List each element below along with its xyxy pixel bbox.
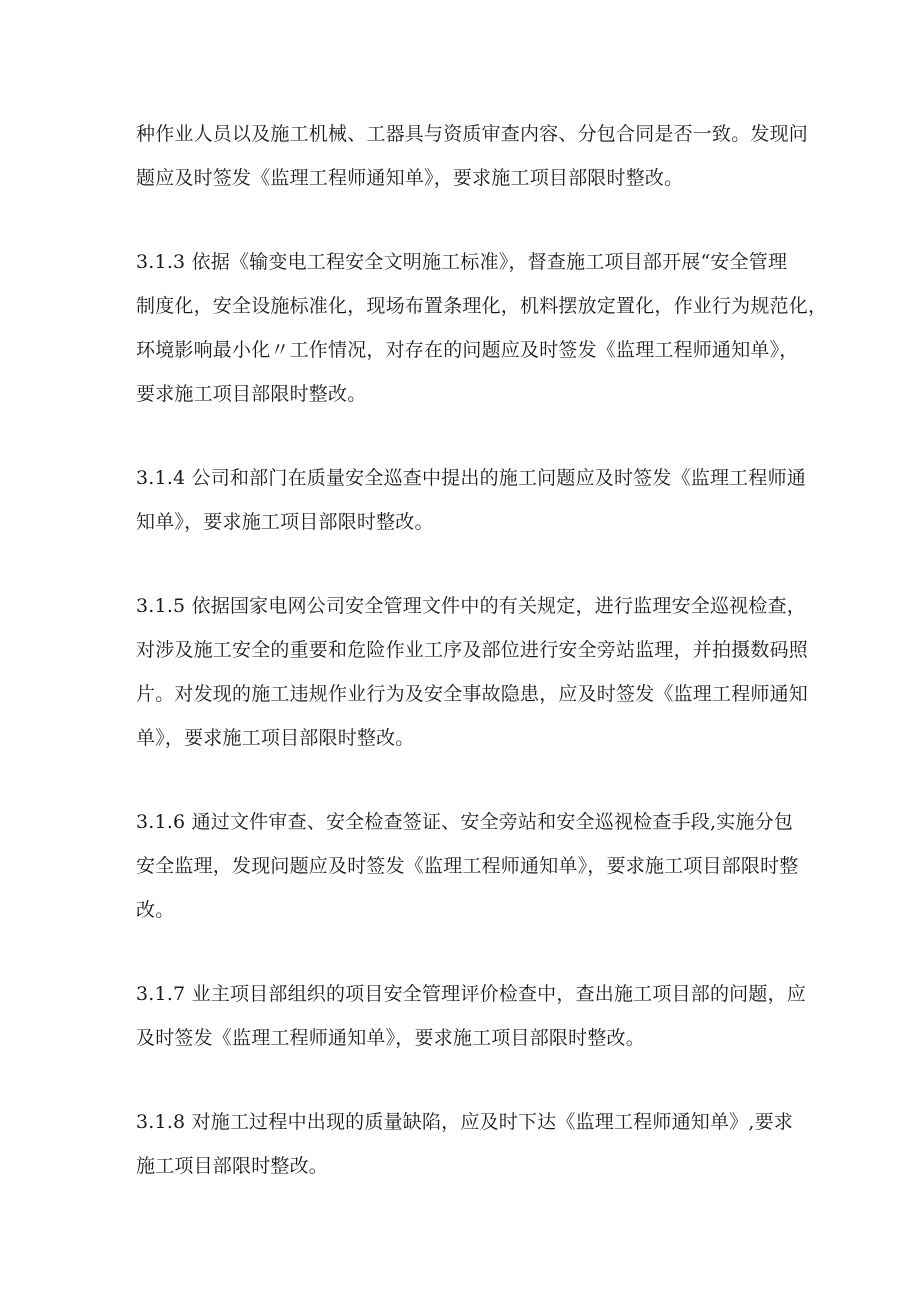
text-line: 题应及时签发《监理工程师通知单》，要求施工项目部限时整改。 xyxy=(136,167,684,189)
text-line: 制度化，安全设施标准化，现场布置条理化，机料摆放定置化，作业行为规范化， xyxy=(136,295,828,317)
text-line: 对涉及施工安全的重要和危险作业工序及部位进行安全旁站监理，并拍摄数码照 xyxy=(136,639,809,661)
text-line: 施工项目部限时整改。 xyxy=(136,1155,329,1177)
paragraph-3-1-3 xyxy=(136,240,828,416)
paragraph-continuation xyxy=(136,112,809,200)
text-line: 3.1.3 依据《输变电工程安全文明施工标准》，督查施工项目部开展“安全管理 xyxy=(136,251,788,273)
text-line: 3.1.8 对施工过程中出现的质量缺陷，应及时下达《监理工程师通知单》,要求 xyxy=(136,1111,794,1133)
text-line: 知单》，要求施工项目部限时整改。 xyxy=(136,511,434,533)
paragraph-3-1-8 xyxy=(136,1100,806,1188)
paragraph-3-1-5 xyxy=(136,584,809,760)
document-body xyxy=(136,112,828,1228)
text-line: 3.1.6 通过文件审查、安全检查签证、安全旁站和安全巡视检查手段,实施分包 xyxy=(136,811,794,833)
text-line: 单》，要求施工项目部限时整改。 xyxy=(136,727,415,749)
text-line: 3.1.5 依据国家电网公司安全管理文件中的有关规定，进行监理安全巡视检查， xyxy=(136,595,806,617)
text-line: 3.1.4 公司和部门在质量安全巡查中提出的施工问题应及时签发《监理工程师通 xyxy=(136,467,806,489)
text-line: 3.1.7 业主项目部组织的项目安全管理评价检查中，查出施工项目部的问题，应 xyxy=(136,983,806,1005)
paragraph-3-1-6 xyxy=(136,800,806,932)
paragraph-3-1-7 xyxy=(136,972,806,1060)
text-line: 改。 xyxy=(136,899,175,921)
paragraph-3-1-4 xyxy=(136,456,806,544)
text-line: 种作业人员以及施工机械、工器具与资质审查内容、分包合同是否一致。发现问 xyxy=(136,123,809,145)
text-line: 安全监理，发现问题应及时签发《监理工程师通知单》，要求施工项目部限时整 xyxy=(136,855,799,877)
text-line: 片。对发现的施工违规作业行为及安全事故隐患，应及时签发《监理工程师通知 xyxy=(136,683,809,705)
text-line: 及时签发《监理工程师通知单》，要求施工项目部限时整改。 xyxy=(136,1027,645,1049)
text-line: 要求施工项目部限时整改。 xyxy=(136,383,367,405)
text-line: 环境影响最小化〃工作情况，对存在的问题应及时签发《监理工程师通知单》， xyxy=(136,339,799,361)
